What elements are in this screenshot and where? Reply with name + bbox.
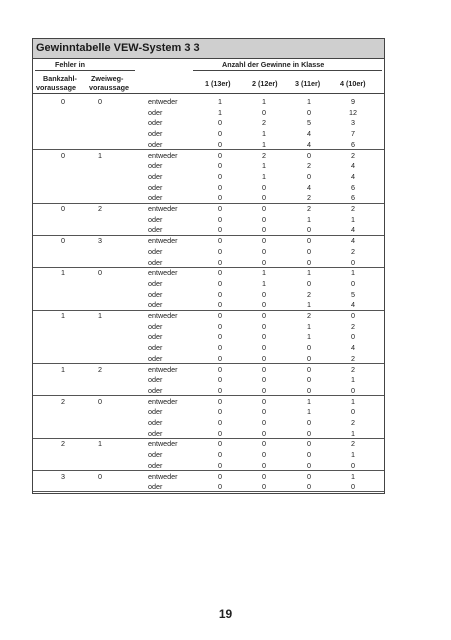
class-4-count: 4 — [351, 236, 355, 246]
class-2-count: 0 — [262, 482, 266, 492]
bankzahl-value: 1 — [61, 364, 65, 374]
class-3-count: 0 — [307, 418, 311, 427]
class-4-count: 0 — [351, 407, 355, 417]
row-mode-label: entweder — [148, 268, 178, 278]
class-1-count: 0 — [218, 139, 222, 149]
row-mode-label: entweder — [148, 439, 178, 449]
header-zweiweg-2: voraussage — [89, 83, 129, 92]
group-separator — [33, 149, 384, 150]
row-mode-label: oder — [148, 375, 163, 385]
class-2-count: 0 — [262, 353, 266, 363]
class-1-count: 0 — [218, 278, 222, 288]
class-2-count: 1 — [262, 139, 266, 149]
class-4-count: 1 — [351, 428, 355, 438]
class-2-count: 0 — [262, 375, 266, 385]
zweiweg-value: 1 — [98, 439, 102, 449]
class-2-count: 0 — [262, 396, 266, 406]
class-4-count: 1 — [351, 214, 355, 224]
page-number: 19 — [218, 607, 233, 621]
class-3-count: 1 — [307, 407, 311, 417]
class-1-count: 0 — [218, 300, 222, 310]
row-mode-label: entweder — [148, 471, 178, 481]
row-mode-label: oder — [148, 450, 163, 460]
class-3-count: 0 — [307, 471, 311, 481]
row-mode-label: entweder — [148, 150, 178, 160]
class-2-count: 2 — [262, 118, 266, 128]
class-3-count: 0 — [307, 428, 311, 438]
zweiweg-value: 0 — [98, 471, 102, 481]
class-4-count: 4 — [351, 171, 355, 181]
class-2-count: 0 — [262, 450, 266, 460]
header-anzahl: Anzahl der Gewinne in Klasse — [222, 60, 325, 69]
class-3-count: 5 — [307, 118, 311, 128]
row-mode-label: entweder — [148, 236, 178, 246]
class-3-count: 0 — [307, 385, 311, 395]
class-3-count: 0 — [307, 107, 311, 117]
row-mode-label: oder — [148, 289, 163, 299]
group-separator — [33, 235, 384, 236]
header-zweiweg-1: Zweiweg- — [91, 74, 124, 83]
class-4-count: 6 — [351, 182, 355, 192]
class-3-count: 0 — [307, 225, 311, 235]
class-4-count: 2 — [351, 353, 355, 363]
class-1-count: 0 — [218, 171, 222, 181]
class-4-count: 1 — [351, 375, 355, 385]
class-3-count: 0 — [307, 375, 311, 385]
class-2-count: 0 — [262, 460, 266, 470]
row-mode-label: oder — [148, 193, 163, 203]
bankzahl-value: 0 — [61, 97, 65, 106]
class-1-count: 0 — [218, 482, 222, 492]
row-mode-label: oder — [148, 428, 163, 438]
class-3-count: 1 — [307, 300, 311, 310]
class-2-count: 1 — [262, 268, 266, 278]
class-2-count: 1 — [262, 97, 266, 106]
class-3-count: 0 — [307, 236, 311, 246]
class-3-count: 1 — [307, 396, 311, 406]
class-4-count: 4 — [351, 225, 355, 235]
class-1-count: 0 — [218, 439, 222, 449]
class-1-count: 0 — [218, 182, 222, 192]
row-mode-label: oder — [148, 418, 163, 427]
class-4-count: 2 — [351, 439, 355, 449]
class-4-count: 4 — [351, 300, 355, 310]
class-3-count: 0 — [307, 343, 311, 353]
table-title: Gewinntabelle VEW-System 3 3 — [36, 42, 200, 54]
class-3-count: 1 — [307, 97, 311, 106]
class-4-count: 1 — [351, 268, 355, 278]
class-2-count: 0 — [262, 300, 266, 310]
class-4-count: 0 — [351, 460, 355, 470]
group-separator — [33, 491, 384, 492]
bankzahl-value: 3 — [61, 471, 65, 481]
class-2-count: 0 — [262, 236, 266, 246]
class-4-count: 2 — [351, 204, 355, 213]
class-2-count: 0 — [262, 289, 266, 299]
zweiweg-value: 1 — [98, 311, 102, 320]
class-3-count: 2 — [307, 289, 311, 299]
class-4-count: 5 — [351, 289, 355, 299]
row-mode-label: oder — [148, 278, 163, 288]
row-mode-label: oder — [148, 129, 163, 139]
class-2-count: 0 — [262, 364, 266, 374]
row-mode-label: entweder — [148, 364, 178, 374]
group-separator — [33, 438, 384, 439]
class-2-count: 0 — [262, 385, 266, 395]
class-3-count: 0 — [307, 150, 311, 160]
group-separator — [33, 395, 384, 396]
class-4-count: 0 — [351, 385, 355, 395]
class-2-count: 0 — [262, 107, 266, 117]
class-1-count: 0 — [218, 225, 222, 235]
class-1-count: 0 — [218, 193, 222, 203]
class-2-count: 1 — [262, 171, 266, 181]
class-4-count: 2 — [351, 418, 355, 427]
row-mode-label: oder — [148, 182, 163, 192]
class-1-count: 0 — [218, 236, 222, 246]
class-4-count: 4 — [351, 343, 355, 353]
class-2-count: 0 — [262, 439, 266, 449]
class-2-count: 0 — [262, 321, 266, 331]
class-1-count: 1 — [218, 97, 222, 106]
bankzahl-value: 2 — [61, 439, 65, 449]
class-4-count: 1 — [351, 396, 355, 406]
class-2-count: 1 — [262, 129, 266, 139]
zweiweg-value: 2 — [98, 204, 102, 213]
row-mode-label: oder — [148, 161, 163, 171]
class-3-count: 0 — [307, 364, 311, 374]
header-class-3: 3 (11er) — [295, 79, 321, 88]
class-4-count: 1 — [351, 471, 355, 481]
class-1-count: 0 — [218, 321, 222, 331]
header-rule-left — [35, 70, 135, 71]
class-1-count: 0 — [218, 428, 222, 438]
header-class-1: 1 (13er) — [205, 79, 231, 88]
class-3-count: 1 — [307, 332, 311, 342]
bankzahl-value: 2 — [61, 396, 65, 406]
class-2-count: 0 — [262, 204, 266, 213]
class-3-count: 0 — [307, 460, 311, 470]
row-mode-label: oder — [148, 332, 163, 342]
class-4-count: 2 — [351, 364, 355, 374]
class-3-count: 0 — [307, 171, 311, 181]
class-1-count: 0 — [218, 353, 222, 363]
class-1-count: 0 — [218, 214, 222, 224]
row-mode-label: oder — [148, 482, 163, 492]
class-3-count: 0 — [307, 278, 311, 288]
class-4-count: 0 — [351, 482, 355, 492]
class-1-count: 0 — [218, 161, 222, 171]
header-class-2: 2 (12er) — [252, 79, 278, 88]
class-1-count: 0 — [218, 396, 222, 406]
class-2-count: 0 — [262, 428, 266, 438]
class-2-count: 1 — [262, 278, 266, 288]
class-2-count: 0 — [262, 418, 266, 427]
class-4-count: 2 — [351, 246, 355, 256]
win-table — [32, 38, 385, 494]
group-separator — [33, 470, 384, 471]
class-3-count: 0 — [307, 450, 311, 460]
class-1-count: 1 — [218, 107, 222, 117]
class-3-count: 1 — [307, 321, 311, 331]
bankzahl-value: 0 — [61, 204, 65, 213]
class-3-count: 0 — [307, 353, 311, 363]
class-1-count: 0 — [218, 204, 222, 213]
class-1-count: 0 — [218, 460, 222, 470]
class-2-count: 0 — [262, 246, 266, 256]
class-1-count: 0 — [218, 471, 222, 481]
class-1-count: 0 — [218, 450, 222, 460]
row-mode-label: entweder — [148, 396, 178, 406]
class-1-count: 0 — [218, 246, 222, 256]
class-3-count: 4 — [307, 129, 311, 139]
class-3-count: 2 — [307, 161, 311, 171]
class-2-count: 0 — [262, 407, 266, 417]
row-mode-label: oder — [148, 300, 163, 310]
zweiweg-value: 0 — [98, 396, 102, 406]
class-1-count: 0 — [218, 418, 222, 427]
class-1-count: 0 — [218, 118, 222, 128]
class-1-count: 0 — [218, 364, 222, 374]
header-bankzahl-1: Bankzahl- — [43, 74, 77, 83]
row-mode-label: entweder — [148, 97, 178, 106]
row-mode-label: oder — [148, 460, 163, 470]
class-4-count: 0 — [351, 278, 355, 288]
class-2-count: 2 — [262, 150, 266, 160]
class-3-count: 0 — [307, 439, 311, 449]
row-mode-label: oder — [148, 321, 163, 331]
class-4-count: 2 — [351, 321, 355, 331]
row-mode-label: entweder — [148, 311, 178, 320]
header-class-4: 4 (10er) — [340, 79, 366, 88]
row-mode-label: oder — [148, 107, 163, 117]
class-3-count: 4 — [307, 139, 311, 149]
class-1-count: 0 — [218, 289, 222, 299]
class-2-count: 0 — [262, 182, 266, 192]
class-4-count: 4 — [351, 161, 355, 171]
bankzahl-value: 0 — [61, 236, 65, 246]
class-1-count: 0 — [218, 257, 222, 267]
class-4-count: 2 — [351, 150, 355, 160]
row-mode-label: oder — [148, 118, 163, 128]
class-4-count: 7 — [351, 129, 355, 139]
header-rule-right — [193, 70, 382, 71]
class-3-count: 0 — [307, 257, 311, 267]
zweiweg-value: 0 — [98, 97, 102, 106]
group-separator — [33, 267, 384, 268]
class-2-count: 0 — [262, 257, 266, 267]
class-1-count: 0 — [218, 150, 222, 160]
title-bar — [33, 39, 384, 59]
class-1-count: 0 — [218, 332, 222, 342]
class-3-count: 2 — [307, 193, 311, 203]
group-separator — [33, 203, 384, 204]
class-2-count: 1 — [262, 161, 266, 171]
zweiweg-value: 2 — [98, 364, 102, 374]
row-mode-label: oder — [148, 343, 163, 353]
row-mode-label: oder — [148, 246, 163, 256]
header-bankzahl-2: voraussage — [36, 83, 76, 92]
class-1-count: 0 — [218, 311, 222, 320]
class-3-count: 1 — [307, 214, 311, 224]
class-1-count: 0 — [218, 385, 222, 395]
class-1-count: 0 — [218, 407, 222, 417]
row-mode-label: oder — [148, 214, 163, 224]
zweiweg-value: 0 — [98, 268, 102, 278]
group-separator — [33, 363, 384, 364]
row-mode-label: oder — [148, 139, 163, 149]
class-3-count: 2 — [307, 311, 311, 320]
class-4-count: 0 — [351, 257, 355, 267]
class-4-count: 3 — [351, 118, 355, 128]
class-1-count: 0 — [218, 268, 222, 278]
class-2-count: 0 — [262, 471, 266, 481]
class-4-count: 0 — [351, 332, 355, 342]
row-mode-label: oder — [148, 407, 163, 417]
row-mode-label: oder — [148, 385, 163, 395]
header-fehler-in: Fehler in — [55, 60, 85, 69]
class-4-count: 6 — [351, 193, 355, 203]
class-4-count: 1 — [351, 450, 355, 460]
class-4-count: 9 — [351, 97, 355, 106]
class-3-count: 2 — [307, 204, 311, 213]
bankzahl-value: 1 — [61, 311, 65, 320]
class-4-count: 0 — [351, 311, 355, 320]
class-2-count: 0 — [262, 214, 266, 224]
group-separator — [33, 310, 384, 311]
header-bottom-rule — [33, 93, 384, 94]
zweiweg-value: 1 — [98, 150, 102, 160]
class-2-count: 0 — [262, 225, 266, 235]
class-1-count: 0 — [218, 375, 222, 385]
class-2-count: 0 — [262, 193, 266, 203]
class-3-count: 1 — [307, 268, 311, 278]
bankzahl-value: 1 — [61, 268, 65, 278]
class-3-count: 4 — [307, 182, 311, 192]
class-3-count: 0 — [307, 482, 311, 492]
row-mode-label: oder — [148, 225, 163, 235]
row-mode-label: oder — [148, 353, 163, 363]
class-2-count: 0 — [262, 311, 266, 320]
class-4-count: 6 — [351, 139, 355, 149]
row-mode-label: oder — [148, 257, 163, 267]
class-1-count: 0 — [218, 343, 222, 353]
row-mode-label: entweder — [148, 204, 178, 213]
class-1-count: 0 — [218, 129, 222, 139]
bankzahl-value: 0 — [61, 150, 65, 160]
class-2-count: 0 — [262, 332, 266, 342]
row-mode-label: oder — [148, 171, 163, 181]
class-4-count: 12 — [349, 107, 357, 117]
class-3-count: 0 — [307, 246, 311, 256]
class-2-count: 0 — [262, 343, 266, 353]
zweiweg-value: 3 — [98, 236, 102, 246]
